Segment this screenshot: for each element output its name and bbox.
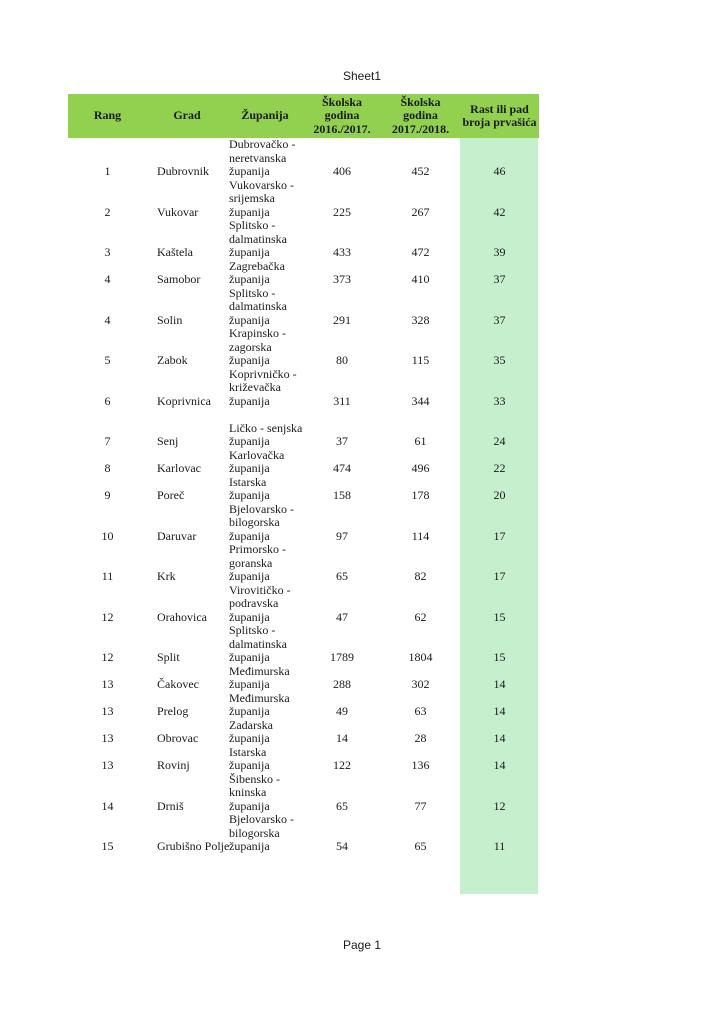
cell-rang: 13 xyxy=(101,677,114,691)
cell-zupanija-line: županija xyxy=(229,569,270,583)
cell-zupanija xyxy=(227,503,303,544)
cell-zupanija-line: goranska xyxy=(229,555,273,570)
table-row xyxy=(68,584,539,625)
cell-growth: 22 xyxy=(493,461,506,475)
cell-year-2017: 496 xyxy=(411,461,430,475)
cell-zupanija xyxy=(227,179,303,220)
table-row xyxy=(68,746,539,773)
cell-grad: Samobor xyxy=(157,272,201,286)
header-growth-line2: broja prvašića xyxy=(462,115,537,129)
table-row xyxy=(68,813,539,854)
cell-year-2017: 344 xyxy=(411,393,430,408)
cell-year-2017: 115 xyxy=(411,353,430,367)
cell-year-2016: 311 xyxy=(333,393,351,408)
sheet-title: Sheet1 xyxy=(342,69,382,83)
cell-zupanija-line: Koprivničko - xyxy=(229,366,297,381)
cell-year-2016: 65 xyxy=(336,798,348,813)
cell-growth: 15 xyxy=(493,650,506,664)
table-row xyxy=(68,503,539,544)
cell-growth: 17 xyxy=(493,528,506,543)
cell-year-2016: 474 xyxy=(333,461,351,475)
cell-rang: 7 xyxy=(104,434,111,448)
cell-growth: 20 xyxy=(493,488,506,502)
cell-rang: 10 xyxy=(101,528,114,543)
cell-year-2016: 37 xyxy=(336,434,348,448)
cell-zupanija-line: Bjelovarsko - xyxy=(229,501,294,516)
cell-grad: Krk xyxy=(157,569,176,583)
cell-zupanija xyxy=(227,287,303,328)
table-row xyxy=(68,179,539,220)
cell-rang: 4 xyxy=(104,312,111,327)
cell-year-2017: 178 xyxy=(411,488,430,502)
cell-zupanija-line: županija xyxy=(229,609,270,624)
cell-zupanija xyxy=(227,692,303,719)
header-year-2017-line1: Školska xyxy=(400,94,441,109)
cell-year-2016: 225 xyxy=(333,204,351,219)
cell-year-2017: 267 xyxy=(411,204,430,219)
cell-year-2016: 406 xyxy=(333,164,351,178)
cell-zupanija-line: županija xyxy=(229,245,270,259)
cell-growth: 14 xyxy=(493,758,506,772)
cell-zupanija-line: Bjelovarsko - xyxy=(229,812,294,826)
cell-growth: 42 xyxy=(493,204,506,219)
cell-zupanija-line: županija xyxy=(229,798,270,813)
cell-zupanija-line: županija xyxy=(229,204,270,219)
header-year-2017-line3: 2017./2018. xyxy=(391,121,450,136)
table-body xyxy=(68,138,539,854)
table-row xyxy=(68,624,539,665)
cell-rang: 13 xyxy=(101,704,114,718)
cell-year-2016: 288 xyxy=(333,677,351,691)
table-row xyxy=(68,773,539,814)
cell-zupanija-line: županija xyxy=(229,704,270,718)
header-year-2016-line1: Školska xyxy=(321,94,363,109)
header-grad: Grad xyxy=(173,108,201,123)
data-table xyxy=(68,94,539,854)
cell-zupanija xyxy=(227,746,303,773)
page-number: Page 1 xyxy=(342,938,382,952)
header-year-2017 xyxy=(381,94,460,138)
cell-zupanija-line: županija xyxy=(229,528,270,543)
cell-grad: Kaštela xyxy=(157,245,193,259)
cell-rang: 8 xyxy=(104,461,111,475)
cell-year-2016: 80 xyxy=(336,353,348,367)
cell-zupanija-line: Splitsko - xyxy=(229,623,276,637)
table-row xyxy=(68,692,539,719)
cell-rang: 15 xyxy=(101,839,114,853)
cell-zupanija-line: Karlovačka xyxy=(229,447,285,462)
cell-zupanija-line: županija xyxy=(229,353,270,367)
table-row xyxy=(68,368,539,409)
cell-year-2016: 47 xyxy=(336,609,348,624)
cell-year-2016: 1789 xyxy=(330,650,354,664)
cell-year-2017: 472 xyxy=(411,245,430,259)
cell-grad: Orahovica xyxy=(157,609,207,624)
cell-zupanija xyxy=(227,773,303,814)
cell-growth: 46 xyxy=(493,164,506,178)
cell-year-2016: 433 xyxy=(333,245,351,259)
table-row xyxy=(68,449,539,476)
cell-year-2017: 82 xyxy=(414,569,427,583)
cell-zupanija-line: županija xyxy=(229,839,270,853)
cell-year-2017: 62 xyxy=(414,609,427,624)
cell-grad: Dubrovnik xyxy=(157,164,209,178)
cell-zupanija-line: dalmatinska xyxy=(229,636,287,651)
cell-zupanija-line: srijemska xyxy=(229,191,275,205)
cell-zupanija-line: križevačka xyxy=(229,380,281,394)
cell-zupanija-line: kninska xyxy=(229,785,267,799)
cell-zupanija-line: Primorsko - xyxy=(229,542,286,556)
header-growth xyxy=(460,94,539,138)
cell-zupanija xyxy=(227,327,303,368)
header-growth-line1: Rast ili pad xyxy=(470,101,529,116)
cell-year-2016: 291 xyxy=(333,312,351,327)
cell-grad: Prelog xyxy=(157,704,189,718)
cell-zupanija-line: podravska xyxy=(229,596,279,610)
cell-grad: Poreč xyxy=(157,488,185,502)
cell-zupanija-line: županija xyxy=(229,731,270,745)
cell-zupanija xyxy=(227,219,303,260)
cell-rang: 12 xyxy=(101,650,114,664)
table-row xyxy=(68,138,539,179)
cell-year-2016: 373 xyxy=(333,272,351,286)
cell-zupanija-line: Međimurska xyxy=(229,690,290,705)
header-year-2016 xyxy=(303,94,381,138)
cell-grad: Vukovar xyxy=(157,204,199,219)
cell-rang: 3 xyxy=(104,245,111,259)
cell-zupanija-line: Virovitičko - xyxy=(229,582,291,597)
cell-zupanija-line: Krapinsko - xyxy=(229,326,286,340)
cell-year-2017: 136 xyxy=(411,758,430,772)
table-row xyxy=(68,327,539,368)
cell-year-2016: 54 xyxy=(336,839,348,853)
cell-growth: 14 xyxy=(493,731,506,745)
cell-grad: Karlovac xyxy=(157,461,201,475)
cell-zupanija-line: Međimurska xyxy=(229,663,290,678)
cell-zupanija-line: Splitsko - xyxy=(229,285,276,300)
cell-zupanija-line: županija xyxy=(229,434,270,448)
cell-rang: 9 xyxy=(104,488,111,502)
header-row xyxy=(68,94,539,138)
cell-grad: Split xyxy=(157,650,180,664)
cell-rang: 1 xyxy=(104,164,111,178)
cell-grad: Senj xyxy=(157,434,179,448)
cell-growth: 11 xyxy=(493,839,506,853)
cell-zupanija-line: Vukovarsko - xyxy=(229,177,294,192)
cell-zupanija-line: županija xyxy=(229,272,270,286)
cell-growth: 12 xyxy=(493,798,506,813)
cell-rang: 12 xyxy=(101,609,114,624)
cell-zupanija xyxy=(227,624,303,665)
cell-year-2016: 49 xyxy=(336,704,348,718)
cell-year-2017: 61 xyxy=(414,434,427,448)
header-year-2017-line2: godina xyxy=(403,108,438,123)
cell-zupanija-line: Šibensko - xyxy=(229,771,280,786)
cell-zupanija-line: županija xyxy=(229,312,270,327)
table-row xyxy=(68,219,539,260)
header-year-2016-line2: godina xyxy=(324,108,360,123)
cell-growth: 14 xyxy=(493,704,506,718)
cell-growth: 37 xyxy=(493,312,506,327)
cell-zupanija-line: bilogorska xyxy=(229,515,280,529)
cell-zupanija xyxy=(227,813,303,854)
cell-rang: 6 xyxy=(104,393,111,408)
cell-zupanija-line: županija xyxy=(229,461,270,475)
cell-growth: 15 xyxy=(493,609,506,624)
table-row xyxy=(68,476,539,503)
cell-year-2017: 452 xyxy=(411,164,430,178)
cell-grad: Čakovec xyxy=(157,677,199,691)
cell-grad: Zabok xyxy=(157,353,188,367)
cell-zupanija xyxy=(227,260,303,287)
cell-year-2016: 65 xyxy=(336,569,348,583)
cell-grad: Grubišno Polje xyxy=(157,839,230,853)
cell-zupanija xyxy=(227,719,303,746)
cell-zupanija xyxy=(227,408,303,449)
cell-zupanija-line: zagorska xyxy=(229,339,272,354)
cell-rang: 4 xyxy=(104,272,111,286)
cell-zupanija-line: županija xyxy=(229,164,270,178)
cell-zupanija xyxy=(227,476,303,503)
cell-year-2016: 122 xyxy=(333,758,351,772)
cell-rang: 5 xyxy=(104,353,111,367)
cell-rang: 13 xyxy=(101,731,114,745)
cell-zupanija xyxy=(227,584,303,625)
cell-zupanija-line: županija xyxy=(229,650,270,664)
table-row xyxy=(68,543,539,584)
cell-year-2017: 63 xyxy=(414,704,427,718)
cell-zupanija-line: županija xyxy=(229,677,270,691)
cell-rang: 11 xyxy=(101,569,114,583)
table-row xyxy=(68,408,539,449)
cell-zupanija-line: Ličko - senjska xyxy=(229,420,303,435)
cell-zupanija-line: županija xyxy=(229,488,270,502)
cell-zupanija-line: Zagrebačka xyxy=(229,258,285,273)
cell-grad: Koprivnica xyxy=(157,393,211,408)
cell-growth: 24 xyxy=(493,434,506,448)
cell-zupanija xyxy=(227,138,303,179)
cell-zupanija-line: dalmatinska xyxy=(229,299,287,313)
cell-year-2017: 1804 xyxy=(408,650,433,664)
cell-grad: Daruvar xyxy=(157,528,197,543)
cell-rang: 14 xyxy=(101,798,114,813)
cell-rang: 2 xyxy=(104,204,111,219)
cell-year-2016: 14 xyxy=(336,731,348,745)
cell-year-2016: 97 xyxy=(336,528,348,543)
table-row xyxy=(68,719,539,746)
cell-zupanija-line: županija xyxy=(229,393,270,408)
cell-growth: 33 xyxy=(493,393,506,408)
cell-growth: 17 xyxy=(493,569,506,583)
cell-zupanija-line: neretvanska xyxy=(229,150,287,165)
cell-growth: 39 xyxy=(493,245,506,259)
cell-zupanija-line: Zadarska xyxy=(229,717,273,732)
cell-grad: Rovinj xyxy=(157,758,190,772)
table-row xyxy=(68,260,539,287)
cell-year-2017: 77 xyxy=(414,798,427,813)
cell-year-2017: 302 xyxy=(411,677,430,691)
cell-growth: 35 xyxy=(493,353,506,367)
cell-zupanija-line: bilogorska xyxy=(229,825,280,840)
cell-year-2017: 65 xyxy=(414,839,427,853)
cell-growth: 14 xyxy=(493,677,506,691)
cell-year-2017: 114 xyxy=(411,528,430,543)
cell-zupanija xyxy=(227,543,303,584)
cell-year-2017: 328 xyxy=(411,312,430,327)
cell-zupanija-line: Dubrovačko - xyxy=(229,137,296,151)
cell-year-2017: 28 xyxy=(414,731,427,745)
cell-growth: 37 xyxy=(493,272,506,286)
cell-zupanija xyxy=(227,665,303,692)
cell-grad: Solin xyxy=(157,312,183,327)
table-row xyxy=(68,665,539,692)
table-row xyxy=(68,287,539,328)
cell-zupanija xyxy=(227,449,303,476)
cell-zupanija-line: Istarska xyxy=(229,744,267,759)
header-zupanija: Županija xyxy=(241,108,289,123)
cell-rang: 13 xyxy=(101,758,114,772)
header-rang: Rang xyxy=(93,108,122,123)
cell-grad: Obrovac xyxy=(157,731,199,745)
cell-year-2017: 410 xyxy=(411,272,430,286)
cell-zupanija-line: županija xyxy=(229,758,270,772)
cell-grad: Drniš xyxy=(157,798,184,813)
cell-zupanija-line: Splitsko - xyxy=(229,218,276,232)
cell-zupanija-line: dalmatinska xyxy=(229,231,287,246)
header-year-2016-line3: 2016./2017. xyxy=(313,121,371,136)
cell-zupanija xyxy=(227,368,303,409)
cell-zupanija-line: Istarska xyxy=(229,474,267,489)
cell-year-2016: 158 xyxy=(333,488,351,502)
